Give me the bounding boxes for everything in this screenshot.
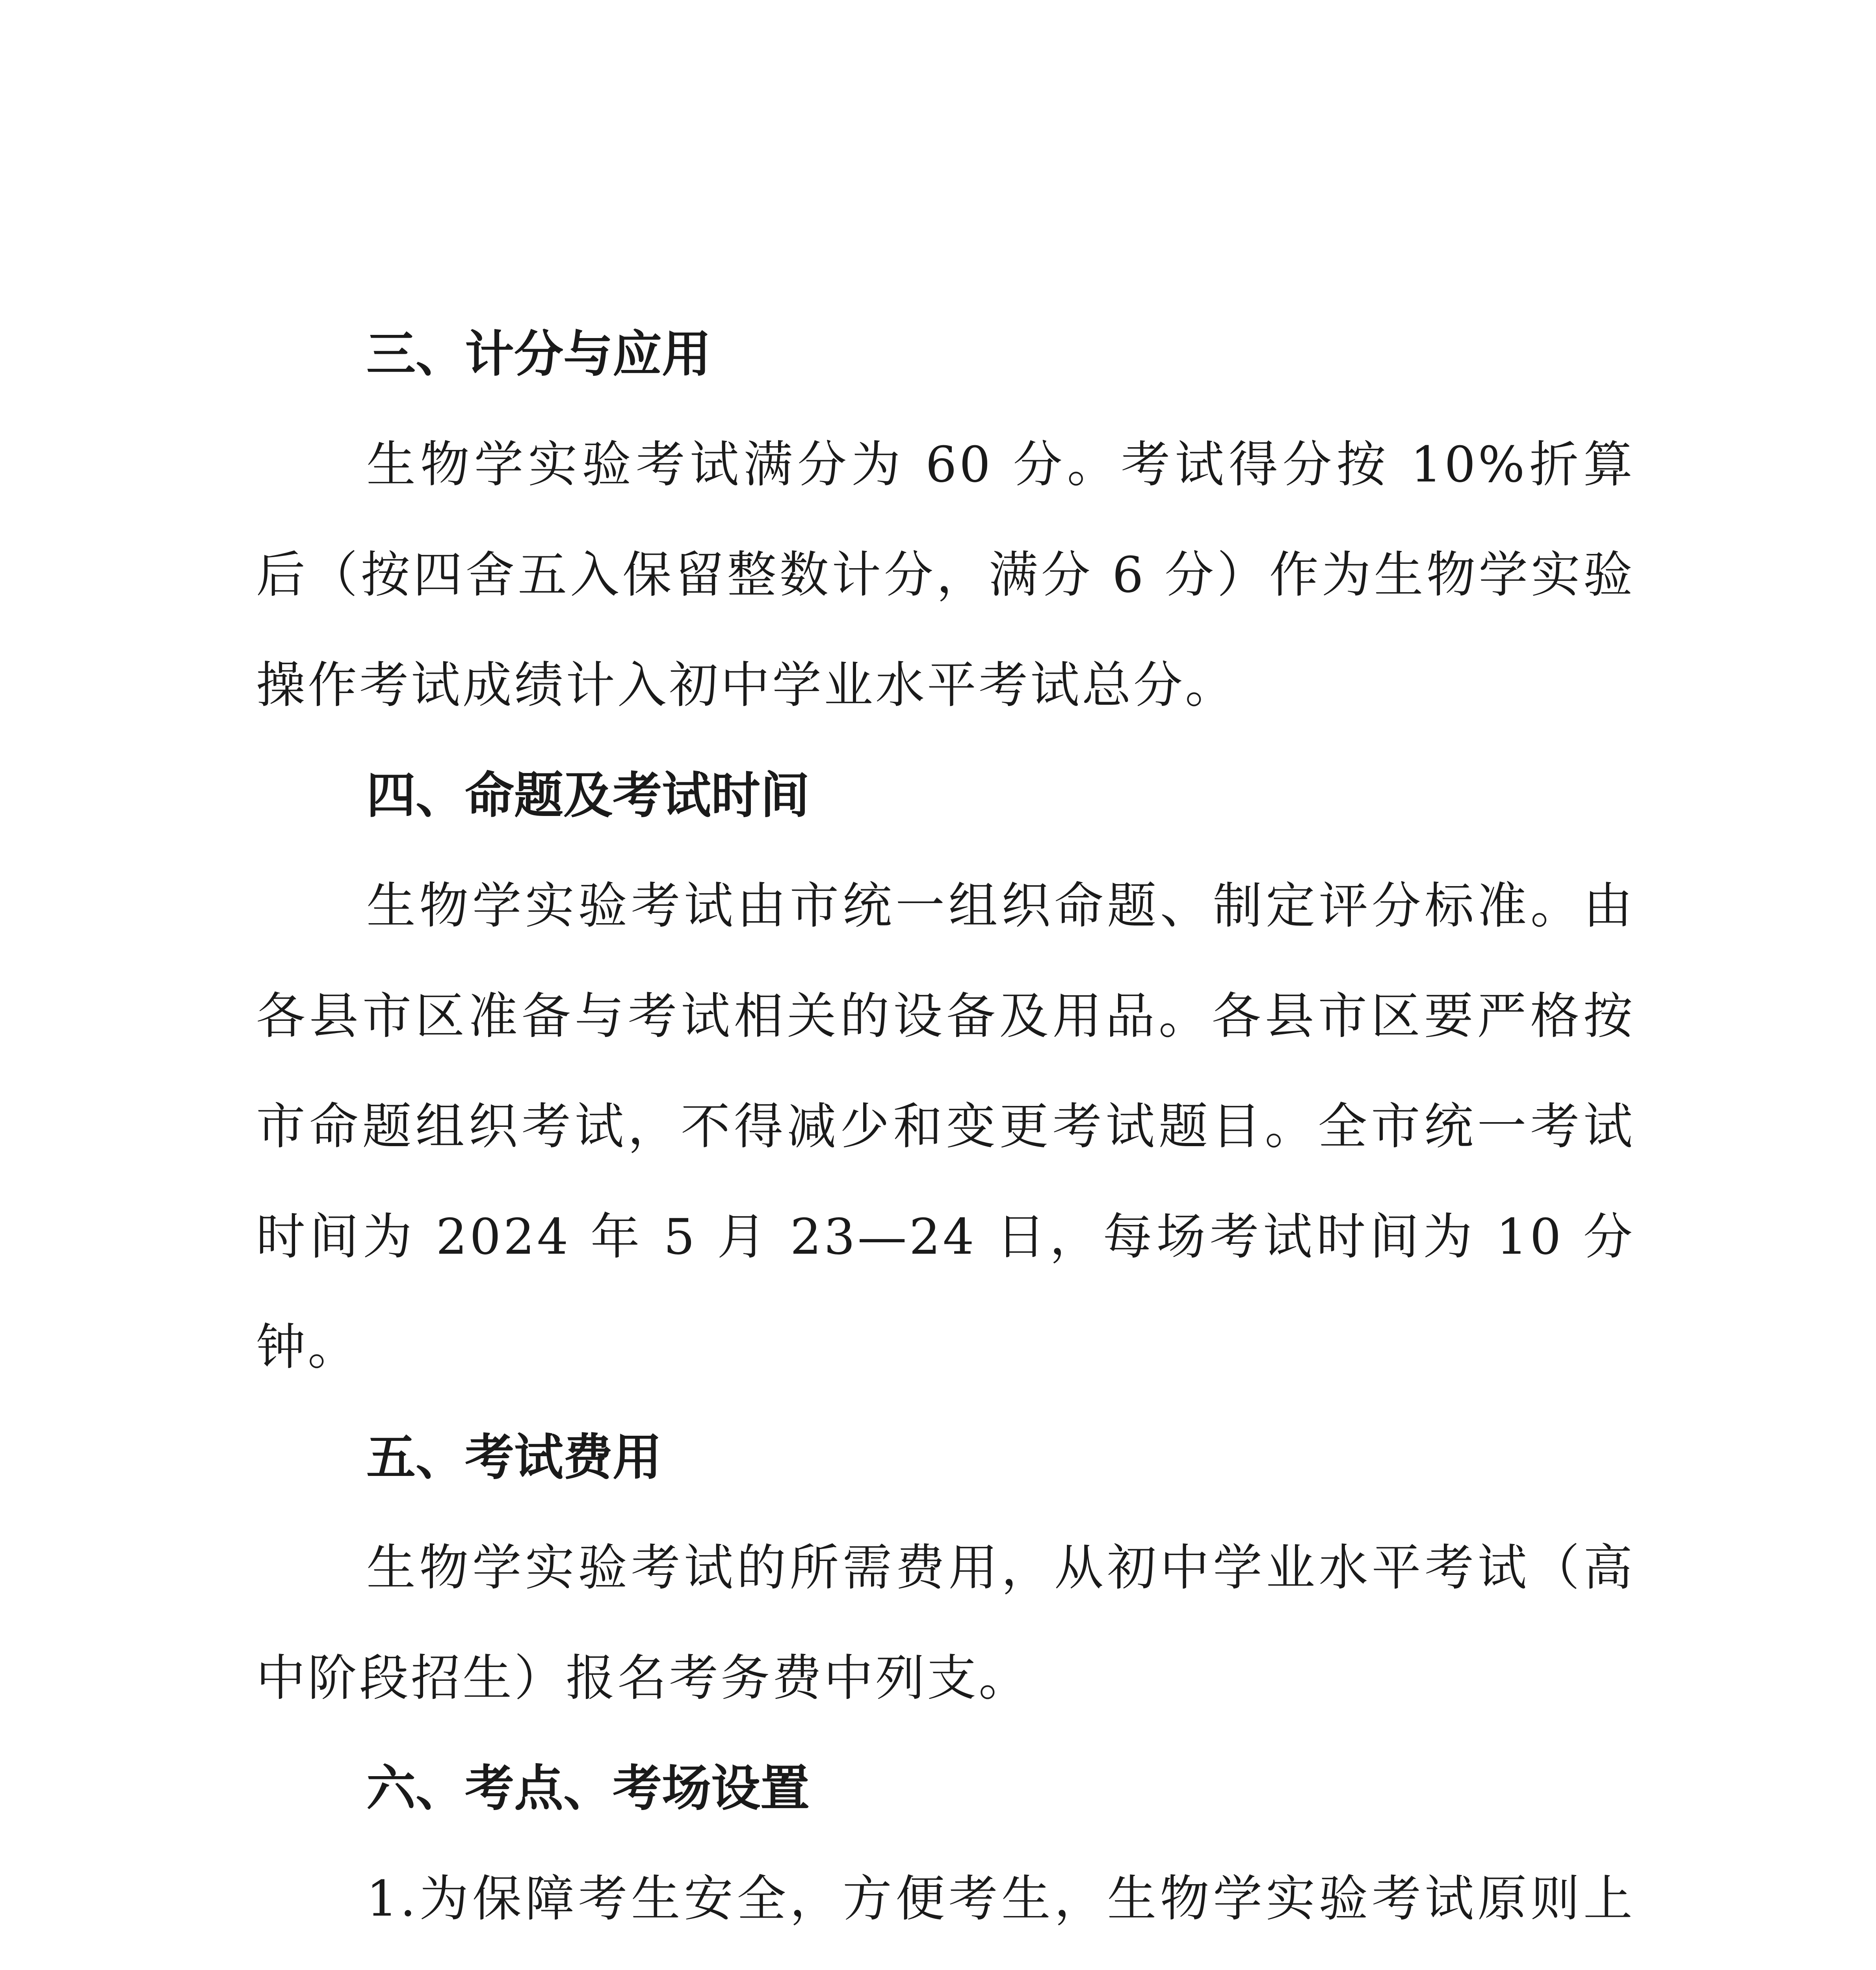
paragraph-fees: 生物学实验考试的所需费用，从初中学业水平考试（高中阶段招生）报名考务费中列支。 — [256, 1539, 1635, 1707]
paragraph-exam-time: 生物学实验考试由市统一组织命题、制定评分标准。由各县市区准备与考试相关的设备及用品。各县市区要严格按市命题组织考试，不得减少和变更考试题目。全市统一考试时间为 2024 年 5 月 23—24 日，每场考试时间为 10 分钟。 — [256, 877, 1635, 1376]
paragraph-scoring: 生物学实验考试满分为 60 分。考试得分按 10%折算后（按四舍五入保留整数计分，满分 6 分）作为生物学实验操作考试成绩计入初中学业水平考试总分。 — [256, 436, 1635, 714]
section-heading-venues: 六、考点、考场设置 — [366, 1760, 810, 1817]
section-heading-scoring: 三、计分与应用 — [366, 326, 711, 383]
document-body — [256, 299, 1635, 1970]
section-heading-fees: 五、考试费用 — [366, 1429, 662, 1486]
paragraph-venues-1: 1.为保障考生安全，方便考生，生物学实验考试原则上 — [366, 1870, 1635, 1927]
section-heading-exam-time: 四、命题及考试时间 — [366, 767, 810, 824]
